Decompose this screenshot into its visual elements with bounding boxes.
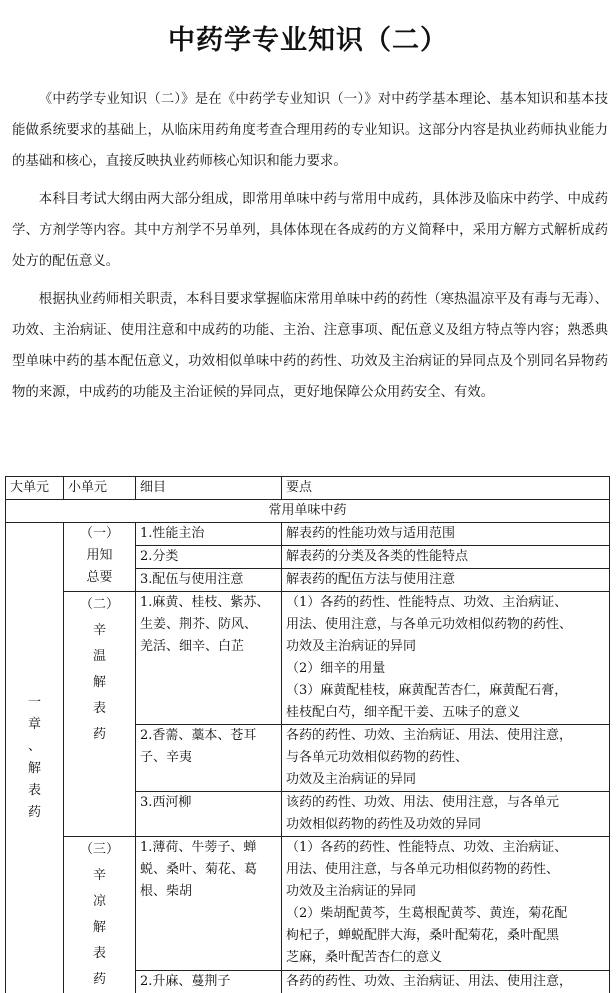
sub-unit-text: 辛: [92, 623, 106, 638]
point-cell: 解表药的分类及各类的性能特点: [282, 546, 610, 569]
syllabus-table: [5, 476, 610, 993]
point-cell: 解表药的性能功效与适用范围: [282, 523, 610, 546]
section-row: [6, 500, 610, 523]
item-cell: 3.配伍与使用注意: [136, 569, 282, 592]
sub-unit-text: 解: [92, 675, 106, 690]
unit-char: 解: [27, 761, 41, 776]
item-line: 1.麻黄、桂枝、紫苏、: [140, 595, 270, 610]
unit-char: 、: [27, 739, 41, 754]
table-row: [6, 592, 610, 725]
header-cell: 大单元: [6, 477, 64, 500]
sub-unit-text: 表: [92, 701, 106, 716]
item-line: 羌活、细辛、白芷: [140, 639, 245, 654]
table-row: [6, 837, 610, 971]
point-cell: [282, 592, 610, 725]
item-line: 子、辛夷: [140, 750, 193, 765]
point-line: 功效及主治病证的异同: [286, 772, 417, 787]
sub-unit-cell: [64, 592, 136, 837]
header-cell: 细目: [136, 477, 282, 500]
point-cell: [282, 792, 610, 837]
point-line: （2）细辛的用量: [286, 661, 386, 676]
sub-unit-text: （二）: [79, 597, 119, 612]
sub-unit-text: 温: [92, 649, 106, 664]
point-line: （3）麻黄配桂枝，麻黄配苦杏仁，麻黄配石膏，: [286, 683, 568, 698]
header-cell: 小单元: [64, 477, 136, 500]
item-line: 1.薄荷、牛蒡子、蝉: [140, 840, 257, 855]
point-line: 功效及主治病证的异同: [286, 639, 417, 654]
point-line: 用法、使用注意，与各单元功相似药物的药性、: [286, 862, 560, 877]
sub-unit-text: （一）: [79, 526, 119, 541]
section-title: 常用单味中药: [6, 500, 610, 523]
item-line: 2.香薷、藁本、苍耳: [140, 728, 257, 743]
sub-unit-text: 用知: [86, 548, 113, 563]
point-cell: 各药的药性、功效、主治病证、用法、使用注意，: [282, 970, 610, 993]
point-line: 功效及主治病证的异同: [286, 884, 417, 899]
point-line: 桂枝配白芍，细辛配干姜、五味子的意义: [286, 705, 521, 720]
point-line: 与各单元功效相似药物的药性、: [286, 750, 469, 765]
sub-unit-cell: [64, 523, 136, 592]
sub-unit-text: 凉: [92, 894, 106, 909]
point-cell: [282, 837, 610, 971]
point-cell: 解表药的配伍方法与使用注意: [282, 569, 610, 592]
point-line: 功效相似药物的药性及功效的异同: [286, 817, 482, 832]
sub-unit-cell: [64, 837, 136, 993]
header-cell: 要点: [282, 477, 610, 500]
intro-paragraph-1: 《中药学专业知识（二）》是在《中药学专业知识（一）》对中药学基本理论、基本知识和基本技能做系统要求的基础上，从临床用药角度考查合理用药的专业知识。这部分内容是执业药师执业能力的基础和核心，直接反映执业药师核心知识和能力要求。: [12, 92, 608, 169]
point-line: 各药的药性、功效、主治病证、用法、使用注意，: [286, 728, 573, 743]
intro-paragraph-2: 本科目考试大纲由两大部分组成，即常用单味中药与常用中成药，具体涉及临床中药学、中成药学、方剂学等内容。其中方剂学不另单列，具体体现在各成药的方义简释中，采用方解方式解析成药处方的配伍意义。: [12, 192, 608, 269]
item-line: 根、柴胡: [140, 884, 193, 899]
point-line: （1）各药的药性、性能特点、功效、主治病证、: [286, 595, 568, 610]
item-cell: 2.升麻、蔓荆子: [136, 970, 282, 993]
intro-paragraph-3: 根据执业药师相关职责，本科目要求掌握临床常用单味中药的药性（寒热温凉平及有毒与无毒）、功效、主治病证、使用注意和中成药的功能、主治、注意事项、配伍意义及组方特点等内容；熟悉典型单味中药的基本配伍意义，功效相似单味中药的药性、功效及主治病证的异同点及个别同名异物药物的来源，中成药的功能及主治证候的异同点，更好地保障公众用药安全、有效。: [12, 292, 608, 400]
page-title: 中药学专业知识（二）: [168, 25, 448, 56]
item-cell: [136, 592, 282, 725]
major-unit-cell: [6, 523, 64, 993]
item-line: 生姜、荆芥、防风、: [140, 617, 258, 632]
sub-unit-text: 解: [92, 920, 106, 935]
point-line: （1）各药的药性、性能特点、功效、主治病证、: [286, 840, 568, 855]
point-line: 芝麻，桑叶配苦杏仁的意义: [286, 950, 443, 965]
point-line: 枸杞子，蝉蜕配胖大海，桑叶配菊花，桑叶配黑: [286, 928, 560, 943]
item-cell: 3.西河柳: [136, 792, 282, 837]
point-line: （2）柴胡配黄芩，生葛根配黄芩、黄连，菊花配: [286, 906, 568, 921]
intro-text: [12, 84, 608, 415]
sub-unit-text: 药: [92, 972, 106, 987]
table-header-row: [6, 477, 610, 500]
point-line: 用法、使用注意，与各单元功效相似药物的药性、: [286, 617, 573, 632]
unit-char: 表: [27, 783, 41, 798]
unit-char: 章: [27, 717, 41, 732]
point-line: 该药的药性、功效、用法、使用注意，与各单元: [286, 795, 560, 810]
sub-unit-text: （三）: [79, 842, 119, 857]
item-cell: 1.性能主治: [136, 523, 282, 546]
sub-unit-text: 药: [92, 727, 106, 742]
sub-unit-text: 表: [92, 946, 106, 961]
sub-unit-text: 辛: [92, 868, 106, 883]
unit-char: 一: [27, 695, 41, 710]
item-cell: [136, 725, 282, 792]
point-cell: [282, 725, 610, 792]
item-cell: 2.分类: [136, 546, 282, 569]
unit-char: 药: [27, 805, 41, 820]
item-cell: [136, 837, 282, 971]
table-row: [6, 523, 610, 546]
sub-unit-text: 总要: [86, 570, 113, 585]
item-line: 蜕、桑叶、菊花、葛: [140, 862, 258, 877]
